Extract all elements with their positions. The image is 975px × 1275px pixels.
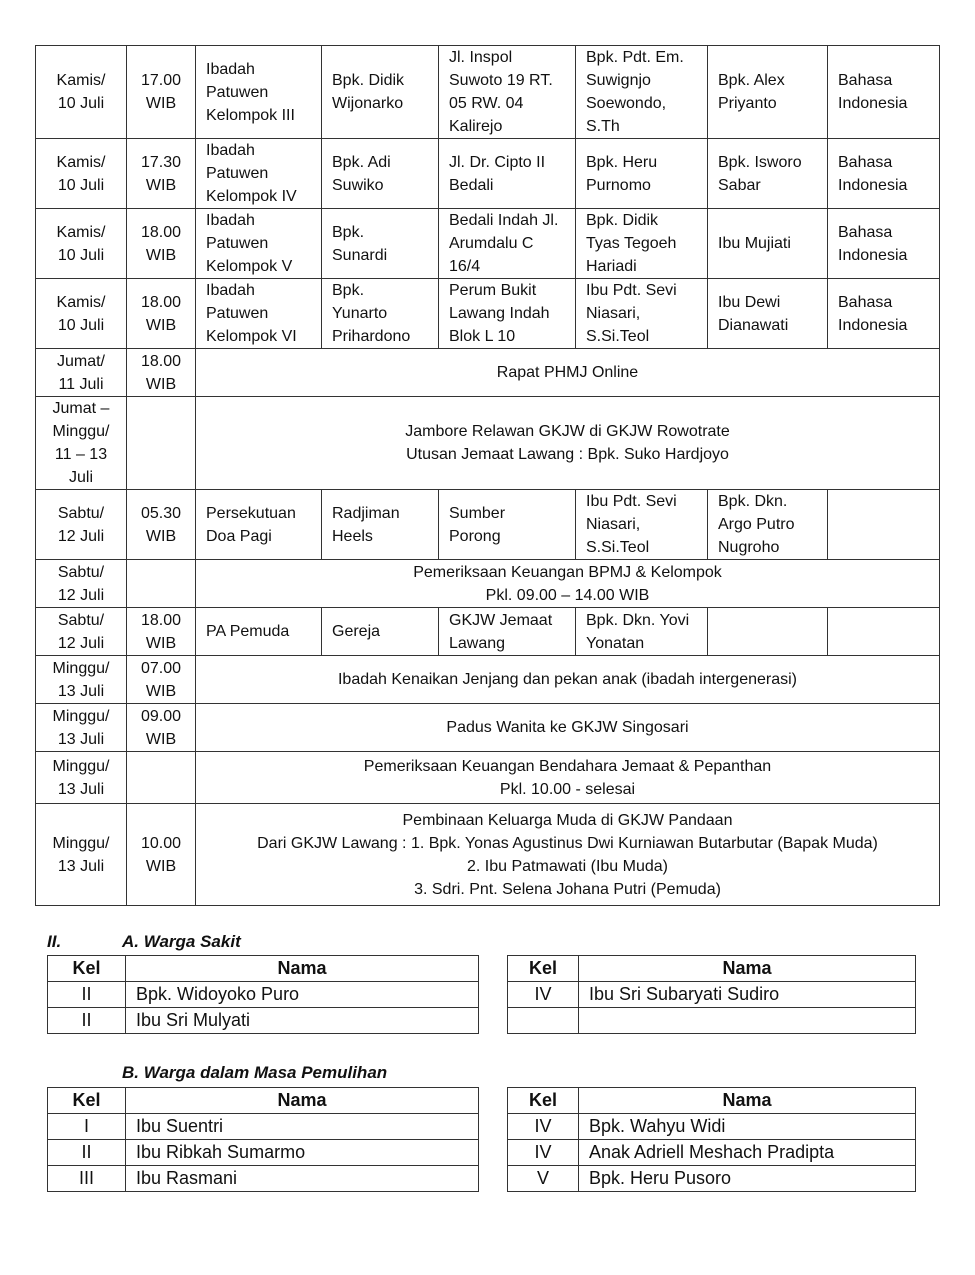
section-number: II.: [47, 932, 62, 951]
language-cell: Bahasa Indonesia: [828, 46, 940, 139]
kel-cell: II: [48, 1140, 126, 1166]
address-cell: Perum Bukit Lawang Indah Blok L 10: [439, 279, 576, 349]
kel-cell: IV: [508, 1114, 579, 1140]
schedule-row: [36, 279, 940, 349]
event-span-cell: Ibadah Kenaikan Jenjang dan pekan anak (ibadah intergenerasi): [196, 656, 940, 704]
day-cell: Minggu/ 13 Juli: [36, 704, 127, 752]
day-cell: Minggu/ 13 Juli: [36, 656, 127, 704]
schedule-row: [36, 656, 940, 704]
day-cell: Kamis/ 10 Juli: [36, 279, 127, 349]
nama-header: Nama: [126, 956, 479, 982]
day-cell: Kamis/ 10 Juli: [36, 46, 127, 139]
table-row: [48, 1114, 479, 1140]
schedule-row: [36, 139, 940, 209]
kel-cell: IV: [508, 982, 579, 1008]
preacher-cell: Bpk. Heru Purnomo: [576, 139, 708, 209]
event-span-cell: Pemeriksaan Keuangan Bendahara Jemaat & Pepanthan Pkl. 10.00 - selesai: [196, 752, 940, 804]
event-cell: PA Pemuda: [196, 608, 322, 656]
preacher-cell: Bpk. Dkn. Yovi Yonatan: [576, 608, 708, 656]
schedule-row: [36, 397, 940, 490]
table-row: [508, 1140, 916, 1166]
kel-cell: I: [48, 1114, 126, 1140]
day-cell: Sabtu/ 12 Juli: [36, 490, 127, 560]
time-cell: 10.00 WIB: [127, 804, 196, 906]
address-cell: Jl. Inspol Suwoto 19 RT. 05 RW. 04 Kalirejo: [439, 46, 576, 139]
warga-pemulihan-table-left: [47, 1087, 479, 1192]
leader-cell: Bpk. Isworo Sabar: [708, 139, 828, 209]
address-cell: Sumber Porong: [439, 490, 576, 560]
day-cell: Kamis/ 10 Juli: [36, 209, 127, 279]
kel-cell: II: [48, 982, 126, 1008]
host-cell: Bpk. Adi Suwiko: [322, 139, 439, 209]
warga-sakit-table-left: [47, 955, 479, 1034]
event-span-cell: Rapat PHMJ Online: [196, 349, 940, 397]
nama-cell: Bpk. Wahyu Widi: [579, 1114, 916, 1140]
schedule-row: [36, 46, 940, 139]
time-cell: [127, 397, 196, 490]
day-cell: Minggu/ 13 Juli: [36, 752, 127, 804]
event-cell: Ibadah Patuwen Kelompok VI: [196, 279, 322, 349]
address-cell: GKJW Jemaat Lawang: [439, 608, 576, 656]
event-cell: Ibadah Patuwen Kelompok IV: [196, 139, 322, 209]
address-cell: Jl. Dr. Cipto II Bedali: [439, 139, 576, 209]
host-cell: Gereja: [322, 608, 439, 656]
host-cell: Bpk. Didik Wijonarko: [322, 46, 439, 139]
schedule-row: [36, 804, 940, 906]
nama-cell: Ibu Sri Mulyati: [126, 1008, 479, 1034]
schedule-table: [35, 45, 940, 906]
schedule-row: [36, 349, 940, 397]
leader-cell: Bpk. Alex Priyanto: [708, 46, 828, 139]
day-cell: Jumat/ 11 Juli: [36, 349, 127, 397]
nama-cell: Bpk. Heru Pusoro: [579, 1166, 916, 1192]
table-row: [48, 982, 479, 1008]
nama-cell: Ibu Rasmani: [126, 1166, 479, 1192]
time-cell: 18.00 WIB: [127, 209, 196, 279]
table-row: [508, 1114, 916, 1140]
time-cell: [127, 560, 196, 608]
leader-cell: Bpk. Dkn. Argo Putro Nugroho: [708, 490, 828, 560]
language-cell: [828, 608, 940, 656]
section-a-title: A. Warga Sakit: [122, 932, 241, 951]
time-cell: 18.00 WIB: [127, 608, 196, 656]
schedule-row: [36, 490, 940, 560]
kel-cell: IV: [508, 1140, 579, 1166]
kel-cell: [508, 1008, 579, 1034]
kel-header: Kel: [48, 956, 126, 982]
event-span-cell: Pembinaan Keluarga Muda di GKJW Pandaan Dari GKJW Lawang : 1. Bpk. Yonas Agustinus Dwi Kurniawan Butarbutar (Bapak Muda) 2. Ibu Patmawati (Ibu Muda) 3. Sdri. Pnt. Selena Johana Putri (Pemuda): [196, 804, 940, 906]
table-row: [48, 1166, 479, 1192]
time-cell: [127, 752, 196, 804]
section-b-title: B. Warga dalam Masa Pemulihan: [122, 1063, 388, 1082]
time-cell: 18.00 WIB: [127, 349, 196, 397]
preacher-cell: Bpk. Pdt. Em. Suwignjo Soewondo, S.Th: [576, 46, 708, 139]
kel-cell: V: [508, 1166, 579, 1192]
leader-cell: Ibu Mujiati: [708, 209, 828, 279]
event-span-cell: Jambore Relawan GKJW di GKJW Rowotrate Utusan Jemaat Lawang : Bpk. Suko Hardjoyo: [196, 397, 940, 490]
table-row: [508, 982, 916, 1008]
kel-header: Kel: [508, 1088, 579, 1114]
nama-cell: Ibu Suentri: [126, 1114, 479, 1140]
event-span-cell: Padus Wanita ke GKJW Singosari: [196, 704, 940, 752]
address-cell: Bedali Indah Jl. Arumdalu C 16/4: [439, 209, 576, 279]
event-cell: Persekutuan Doa Pagi: [196, 490, 322, 560]
language-cell: Bahasa Indonesia: [828, 209, 940, 279]
time-cell: 05.30 WIB: [127, 490, 196, 560]
event-span-cell: Pemeriksaan Keuangan BPMJ & Kelompok Pkl. 09.00 – 14.00 WIB: [196, 560, 940, 608]
schedule-row: [36, 560, 940, 608]
nama-cell: Ibu Ribkah Sumarmo: [126, 1140, 479, 1166]
language-cell: Bahasa Indonesia: [828, 139, 940, 209]
preacher-cell: Ibu Pdt. Sevi Niasari, S.Si.Teol: [576, 279, 708, 349]
day-cell: Sabtu/ 12 Juli: [36, 608, 127, 656]
nama-cell: [579, 1008, 916, 1034]
leader-cell: [708, 608, 828, 656]
nama-header: Nama: [579, 1088, 916, 1114]
kel-header: Kel: [508, 956, 579, 982]
schedule-row: [36, 752, 940, 804]
host-cell: Bpk. Yunarto Prihardono: [322, 279, 439, 349]
event-cell: Ibadah Patuwen Kelompok V: [196, 209, 322, 279]
time-cell: 18.00 WIB: [127, 279, 196, 349]
schedule-row: [36, 608, 940, 656]
time-cell: 17.00 WIB: [127, 46, 196, 139]
table-row: [48, 1140, 479, 1166]
kel-cell: III: [48, 1166, 126, 1192]
event-cell: Ibadah Patuwen Kelompok III: [196, 46, 322, 139]
leader-cell: Ibu Dewi Dianawati: [708, 279, 828, 349]
nama-header: Nama: [579, 956, 916, 982]
schedule-row: [36, 704, 940, 752]
nama-header: Nama: [126, 1088, 479, 1114]
nama-cell: Anak Adriell Meshach Pradipta: [579, 1140, 916, 1166]
host-cell: Bpk. Sunardi: [322, 209, 439, 279]
nama-cell: Ibu Sri Subaryati Sudiro: [579, 982, 916, 1008]
time-cell: 09.00 WIB: [127, 704, 196, 752]
preacher-cell: Bpk. Didik Tyas Tegoeh Hariadi: [576, 209, 708, 279]
language-cell: Bahasa Indonesia: [828, 279, 940, 349]
table-row: [48, 1008, 479, 1034]
day-cell: Kamis/ 10 Juli: [36, 139, 127, 209]
day-cell: Sabtu/ 12 Juli: [36, 560, 127, 608]
kel-cell: II: [48, 1008, 126, 1034]
schedule-row: [36, 209, 940, 279]
day-cell: Minggu/ 13 Juli: [36, 804, 127, 906]
host-cell: Radjiman Heels: [322, 490, 439, 560]
time-cell: 17.30 WIB: [127, 139, 196, 209]
time-cell: 07.00 WIB: [127, 656, 196, 704]
preacher-cell: Ibu Pdt. Sevi Niasari, S.Si.Teol: [576, 490, 708, 560]
day-cell: Jumat – Minggu/ 11 – 13 Juli: [36, 397, 127, 490]
warga-sakit-table-right: [507, 955, 916, 1034]
table-row: [508, 1008, 916, 1034]
language-cell: [828, 490, 940, 560]
nama-cell: Bpk. Widoyoko Puro: [126, 982, 479, 1008]
warga-pemulihan-table-right: [507, 1087, 916, 1192]
kel-header: Kel: [48, 1088, 126, 1114]
table-row: [508, 1166, 916, 1192]
